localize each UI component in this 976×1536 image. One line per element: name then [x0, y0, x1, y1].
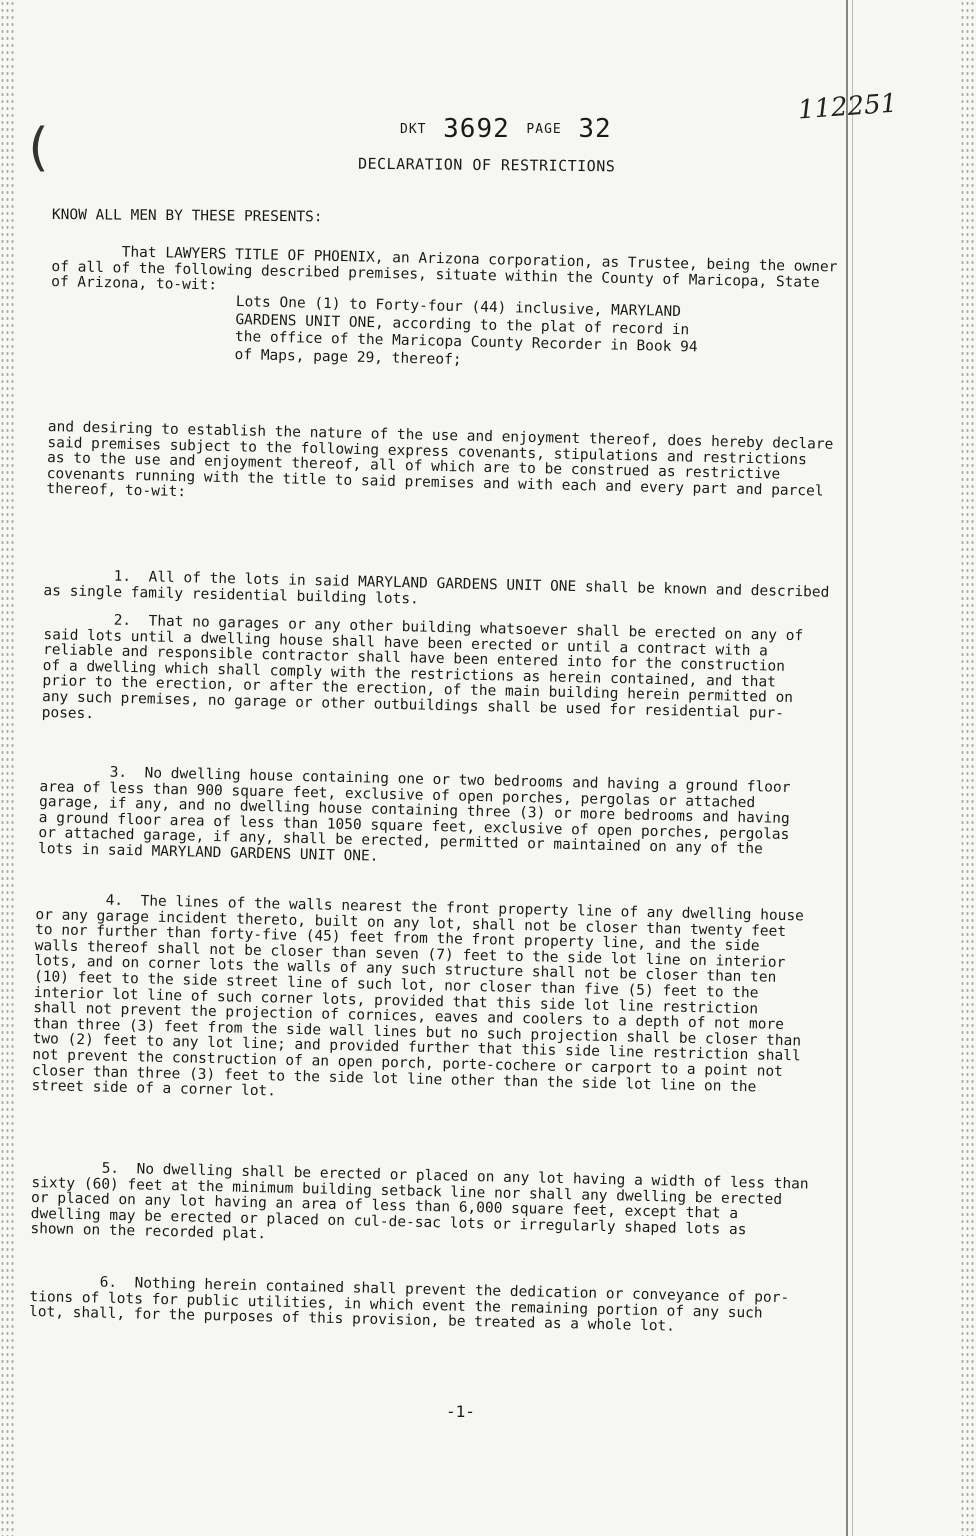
declaration-paragraph: and desiring to establish the nature of the use and enjoyment thereof, does hereby declare said premises subject to the following express covenants, stipulations and restrictions as to the use and enjoyment thereof, all of which are to be construed as restrictive covenants running with the title to said premises and with each and every part and parcel thereof, to-wit:	[46, 419, 834, 501]
scan-streak	[852, 0, 853, 1536]
intro-line: KNOW ALL MEN BY THESE PRESENTS:	[51, 207, 323, 226]
scan-noise-right	[960, 0, 976, 1536]
scan-streak	[846, 0, 848, 1536]
restriction-item-6: 6. Nothing herein contained shall prevent the dedication or conveyance of por- tions of lots for public utilities, in which event the remaining portion of any such lot, shall, for the purposes of this provision, be treated as a whole lot.	[28, 1273, 790, 1335]
page-number: 32	[578, 114, 612, 144]
margin-bracket: (	[22, 118, 54, 178]
legal-description: Lots One (1) to Forty-four (44) inclusive, MARYLAND GARDENS UNIT ONE, according to the plat of record in the office of the Maricopa County Recorder in Book 94 of Maps, page 29, thereof;	[234, 294, 698, 368]
recording-header	[400, 114, 620, 154]
book-prefix: DKT	[400, 122, 427, 137]
page-marker: -1-	[446, 1402, 475, 1421]
document-title: DECLARATION OF RESTRICTIONS	[357, 154, 616, 176]
restriction-item-2: 2. That no garages or any other building whatsoever shall be erected on any of said lots until a dwelling house shall have been erected or until a contract with a reliable and responsible contractor shall have been entered into for the construction of a dwelling which shall comply with the restrictions as herein contained, and that prior to the erection, or after the erection, of the main building herein permitted on any such premises, no garage or other outbuildings shall be used for residential pur- poses.	[41, 611, 804, 722]
restriction-item-5: 5. No dwelling shall be erected or placed on any lot having a width of less than sixty (60) feet at the minimum building setback line nor shall any dwelling be erected or placed on any lot having an area of less than 6,000 square feet, except that a dwelling may be erected or placed on cul-de-sac lots or irregularly shaped lots as shown on the recorded plat.	[30, 1159, 809, 1243]
scan-noise-left	[0, 0, 16, 1536]
restriction-item-4: 4. The lines of the walls nearest the front property line of any dwelling house or any garage incident thereto, built on any lot, shall not be closer than twenty feet to nor further than forty-five (45) feet from the front property line, and the side walls thereof shall not be closer than seven (7) feet to the side lot line on interior lots, and on corner lots the walls of any such structure shall not be closer than ten (10) feet to the side street line of such lot, nor closer than five (5) feet to the interior lot line of such corner lots, provided that this side lot line restriction shall not prevent the projection of cornices, eaves and coolers to a depth of not more than three (3) feet from the side wall lines but no such projection shall be closer than two (2) feet to any lot line; and provided further that this side line restriction shall not prevent the construction of an open porch, porte-cochere or carport to a point not closer than three (3) feet to the side lot line other than the side lot line on the street side of a corner lot.	[31, 891, 805, 1100]
restriction-item-3: 3. No dwelling house containing one or two bedrooms and having a ground floor area of less than 900 square feet, exclusive of open porches, pergolas or attached garage, if any, and no dwelling house containing three (3) or more bedrooms and having a ground floor area of less than 1050 square feet, exclusive of open porches, pergolas or attached garage, if any, shall be erected, permitted or maintained on any of the lots in said MARYLAND GARDENS UNIT ONE.	[37, 763, 791, 865]
page-prefix: PAGE	[526, 122, 562, 137]
opening-paragraph: That LAWYERS TITLE OF PHOENIX, an Arizona corporation, as Trustee, being the owner of all of the following described premises, situate within the County of Maricopa, State of Arizona, to-wit:	[51, 243, 838, 294]
restriction-item-1: 1. All of the lots in said MARYLAND GARDENS UNIT ONE shall be known and described as single family residential building lots.	[43, 567, 830, 608]
document-number: 112251	[797, 88, 899, 126]
book-number: 3692	[443, 114, 510, 144]
